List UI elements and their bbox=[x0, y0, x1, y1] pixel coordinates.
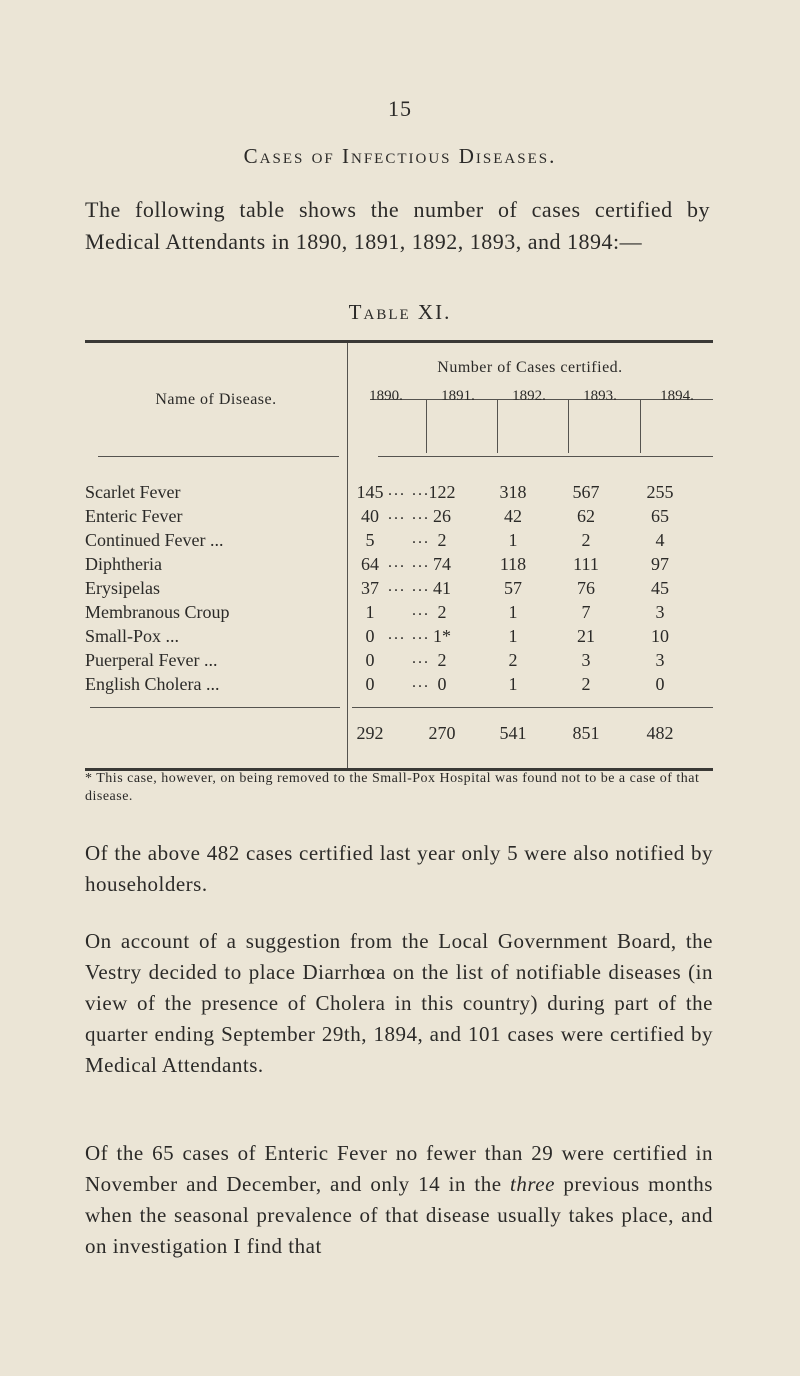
paragraph-text bbox=[85, 1138, 713, 1262]
value-1893: 2 bbox=[581, 530, 591, 550]
total-1892: 541 bbox=[499, 723, 527, 743]
leader-dots: ... bbox=[412, 530, 430, 547]
value-1892: 1 bbox=[508, 602, 518, 622]
table-top-rule bbox=[85, 340, 713, 343]
leader-dots: ... bbox=[412, 674, 430, 691]
year-divider bbox=[640, 400, 641, 453]
year-header-1891: 1891. bbox=[441, 388, 475, 404]
value-1891: 26 bbox=[433, 506, 451, 526]
table-title: Table XI. bbox=[348, 300, 452, 324]
paragraph-2 bbox=[85, 926, 713, 1081]
value-1890: 1 bbox=[365, 602, 375, 622]
leader-dots: ... ... bbox=[388, 482, 430, 499]
value-1891: 2 bbox=[437, 602, 447, 622]
value-1893: 567 bbox=[572, 482, 600, 502]
table-footnote: * This case, however, on being removed to the Small-Pox Hospital was found not to be a case of that disease. bbox=[85, 771, 700, 804]
total-1894: 482 bbox=[646, 723, 674, 743]
value-1891: 2 bbox=[437, 530, 447, 550]
value-1894: 65 bbox=[651, 506, 669, 526]
disease-name: Enteric Fever bbox=[85, 506, 183, 526]
paragraph-text: On account of a suggestion from the Local Government Board, the Vestry decided to place Diarrhœa on the list of notifiable diseases (in view of the presence of Cholera in this country) during part of the quarter ending September 29th, 1894, and 101 cases were certified by Medical Attendants. bbox=[85, 929, 713, 1077]
table-row bbox=[85, 554, 713, 579]
value-1892: 42 bbox=[504, 506, 522, 526]
value-1894: 97 bbox=[651, 554, 669, 574]
disease-name: Erysipelas bbox=[85, 578, 160, 598]
number-of-cases-header: Number of Cases certified. bbox=[437, 359, 623, 376]
table-row bbox=[85, 626, 713, 651]
value-1893: 7 bbox=[581, 602, 591, 622]
table-row bbox=[85, 674, 713, 699]
disease-name: Continued Fever ... bbox=[85, 530, 224, 550]
disease-name: Diphtheria bbox=[85, 554, 162, 574]
year-header-1890: 1890. bbox=[369, 388, 403, 404]
leader-dots: ... bbox=[412, 602, 430, 619]
year-header-1893: 1893. bbox=[583, 388, 617, 404]
table-row bbox=[85, 650, 713, 675]
intro-paragraph: The following table shows the number of cases certified by Medical Attendants in 1890, 1891, 1892, 1893, and 1894:— bbox=[85, 197, 710, 254]
leader-dots: ... ... bbox=[388, 554, 430, 571]
paragraph-text-end: previous months when the seasonal prevalence of that disease usually takes place, and on investigation I find that bbox=[85, 1172, 713, 1258]
value-1893: 62 bbox=[577, 506, 595, 526]
value-1890: 64 bbox=[361, 554, 379, 574]
value-1892: 1 bbox=[508, 626, 518, 646]
value-1894: 0 bbox=[655, 674, 665, 694]
disease-name: Membranous Croup bbox=[85, 602, 230, 622]
year-divider bbox=[568, 400, 569, 453]
totals-rule bbox=[90, 707, 340, 708]
value-1891: 0 bbox=[437, 674, 447, 694]
value-1890: 37 bbox=[361, 578, 379, 598]
disease-name: English Cholera ... bbox=[85, 674, 220, 694]
value-1894: 10 bbox=[651, 626, 669, 646]
year-divider bbox=[426, 400, 427, 453]
section-heading: Cases of Infectious Diseases. bbox=[243, 144, 557, 168]
value-1892: 57 bbox=[504, 578, 522, 598]
value-1894: 255 bbox=[646, 482, 674, 502]
value-1891: 1* bbox=[433, 626, 451, 646]
value-1894: 4 bbox=[655, 530, 665, 550]
value-1890: 5 bbox=[365, 530, 375, 550]
paragraph-text: Of the above 482 cases certified last year only 5 were also notified by householders. bbox=[85, 841, 713, 896]
value-1892: 1 bbox=[508, 674, 518, 694]
value-1893: 2 bbox=[581, 674, 591, 694]
name-of-disease-header: Name of Disease. bbox=[155, 391, 277, 408]
value-1892: 118 bbox=[499, 554, 527, 574]
disease-name: Puerperal Fever ... bbox=[85, 650, 218, 670]
year-header-1892: 1892. bbox=[512, 388, 546, 404]
leader-dots: ... ... bbox=[388, 506, 430, 523]
paragraph-text-start: Of the 65 cases of Enteric Fever no fewer than 29 were certified in November and December, and only 14 in the bbox=[85, 1141, 713, 1196]
value-1891: 41 bbox=[433, 578, 451, 598]
value-1890: 0 bbox=[365, 674, 375, 694]
year-divider bbox=[497, 400, 498, 453]
value-1893: 21 bbox=[577, 626, 595, 646]
value-1892: 318 bbox=[499, 482, 527, 502]
value-1891: 2 bbox=[437, 650, 447, 670]
emphasized-word: three bbox=[510, 1172, 555, 1196]
value-1890: 0 bbox=[365, 626, 375, 646]
leader-dots: ... ... bbox=[388, 626, 430, 643]
leader-dots: ... bbox=[412, 650, 430, 667]
total-1890: 292 bbox=[356, 723, 384, 743]
value-1893: 76 bbox=[577, 578, 595, 598]
value-1890: 145 bbox=[356, 482, 384, 502]
page-number: 15 bbox=[388, 96, 412, 121]
value-1890: 0 bbox=[365, 650, 375, 670]
totals-rule bbox=[352, 707, 713, 708]
value-1892: 1 bbox=[508, 530, 518, 550]
disease-name: Small-Pox ... bbox=[85, 626, 180, 646]
value-1892: 2 bbox=[508, 650, 518, 670]
table-row bbox=[85, 530, 713, 555]
value-1894: 3 bbox=[655, 602, 665, 622]
value-1891: 74 bbox=[433, 554, 451, 574]
leader-dots: ... ... bbox=[388, 578, 430, 595]
value-1894: 45 bbox=[651, 578, 669, 598]
value-1893: 3 bbox=[581, 650, 591, 670]
table-row bbox=[85, 506, 713, 531]
value-1890: 40 bbox=[361, 506, 379, 526]
header-bottom-rule bbox=[98, 456, 339, 457]
header-bottom-rule bbox=[378, 456, 713, 457]
value-1893: 111 bbox=[573, 554, 599, 574]
paragraph-3 bbox=[85, 1138, 713, 1262]
value-1894: 3 bbox=[655, 650, 665, 670]
disease-name: Scarlet Fever bbox=[85, 482, 181, 502]
paragraph-1 bbox=[85, 838, 713, 900]
value-1891: 122 bbox=[428, 482, 456, 502]
total-1891: 270 bbox=[428, 723, 456, 743]
table-row bbox=[85, 482, 713, 507]
total-1893: 851 bbox=[572, 723, 600, 743]
table-row bbox=[85, 602, 713, 627]
table-row bbox=[85, 578, 713, 603]
year-header-1894: 1894. bbox=[660, 388, 694, 404]
